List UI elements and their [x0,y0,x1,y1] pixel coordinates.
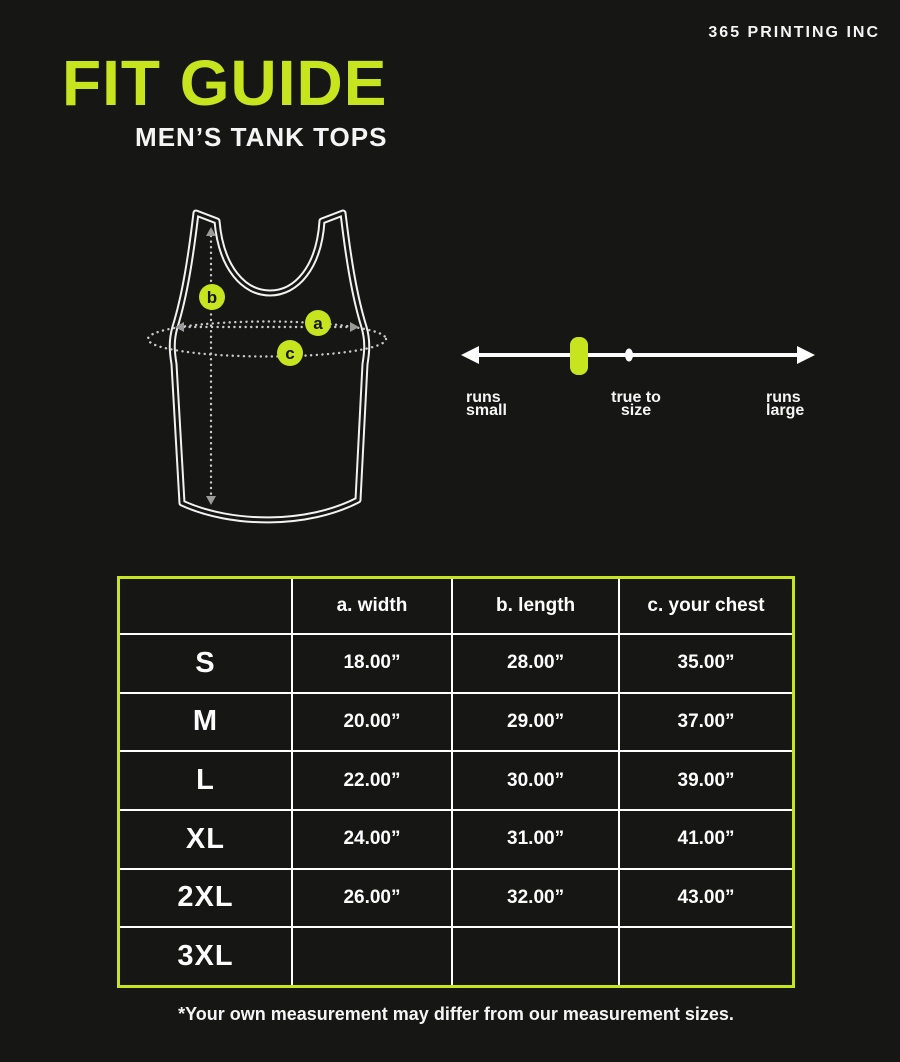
scale-label-runs-small: runs small [466,389,507,419]
true-to-size-tick [625,349,633,362]
table-cell: 39.00” [620,752,792,809]
brand-name: 365 PRINTING INC [708,24,880,41]
scale-label-runs-large: runs large [766,389,805,419]
row-size-label: 2XL [120,870,291,927]
arrow-left-icon [461,346,479,364]
title-block [62,48,387,153]
marker-c-label: c [285,344,295,363]
table-cell: 24.00” [293,811,451,868]
table-cell [453,928,618,985]
marker-b [199,284,225,310]
marker-a [305,310,331,336]
page-subtitle: MEN’S TANK TOPS [135,122,388,152]
table-cell: 20.00” [293,694,451,751]
size-table [117,576,795,988]
column-header-length: b. length [453,579,618,633]
table-cell: 30.00” [453,752,618,809]
table-cell: 37.00” [620,694,792,751]
table-cell: 31.00” [453,811,618,868]
fit-scale-labels [450,391,830,441]
table-cell [293,928,451,985]
table-cell: 28.00” [453,635,618,692]
tank-top-diagram [120,195,420,545]
row-size-label: M [120,694,291,751]
fit-position-marker [570,337,588,375]
arrow-right-icon [797,346,815,364]
page-title: FIT GUIDE [62,47,388,119]
column-header-chest: c. your chest [620,579,792,633]
table-cell: 22.00” [293,752,451,809]
marker-c [277,340,303,366]
fit-scale-axis [461,346,815,364]
scale-label-true-to-size: true to size [611,389,661,419]
table-cell: 35.00” [620,635,792,692]
row-size-label: 3XL [120,928,291,985]
table-corner-cell [120,579,291,633]
tank-top-outline [172,213,367,520]
column-header-width: a. width [293,579,451,633]
length-measure-line [206,227,216,505]
table-cell: 41.00” [620,811,792,868]
marker-b-label: b [206,288,218,307]
table-cell: 18.00” [293,635,451,692]
table-cell: 29.00” [453,694,618,751]
table-cell: 43.00” [620,870,792,927]
row-size-label: XL [120,811,291,868]
table-cell: 32.00” [453,870,618,927]
table-cell: 26.00” [293,870,451,927]
fit-scale [450,325,830,385]
footnote: *Your own measurement may differ from our measurement sizes. [178,1004,734,1024]
row-size-label: L [120,752,291,809]
marker-a-label: a [313,314,323,333]
table-cell [620,928,792,985]
row-size-label: S [120,635,291,692]
